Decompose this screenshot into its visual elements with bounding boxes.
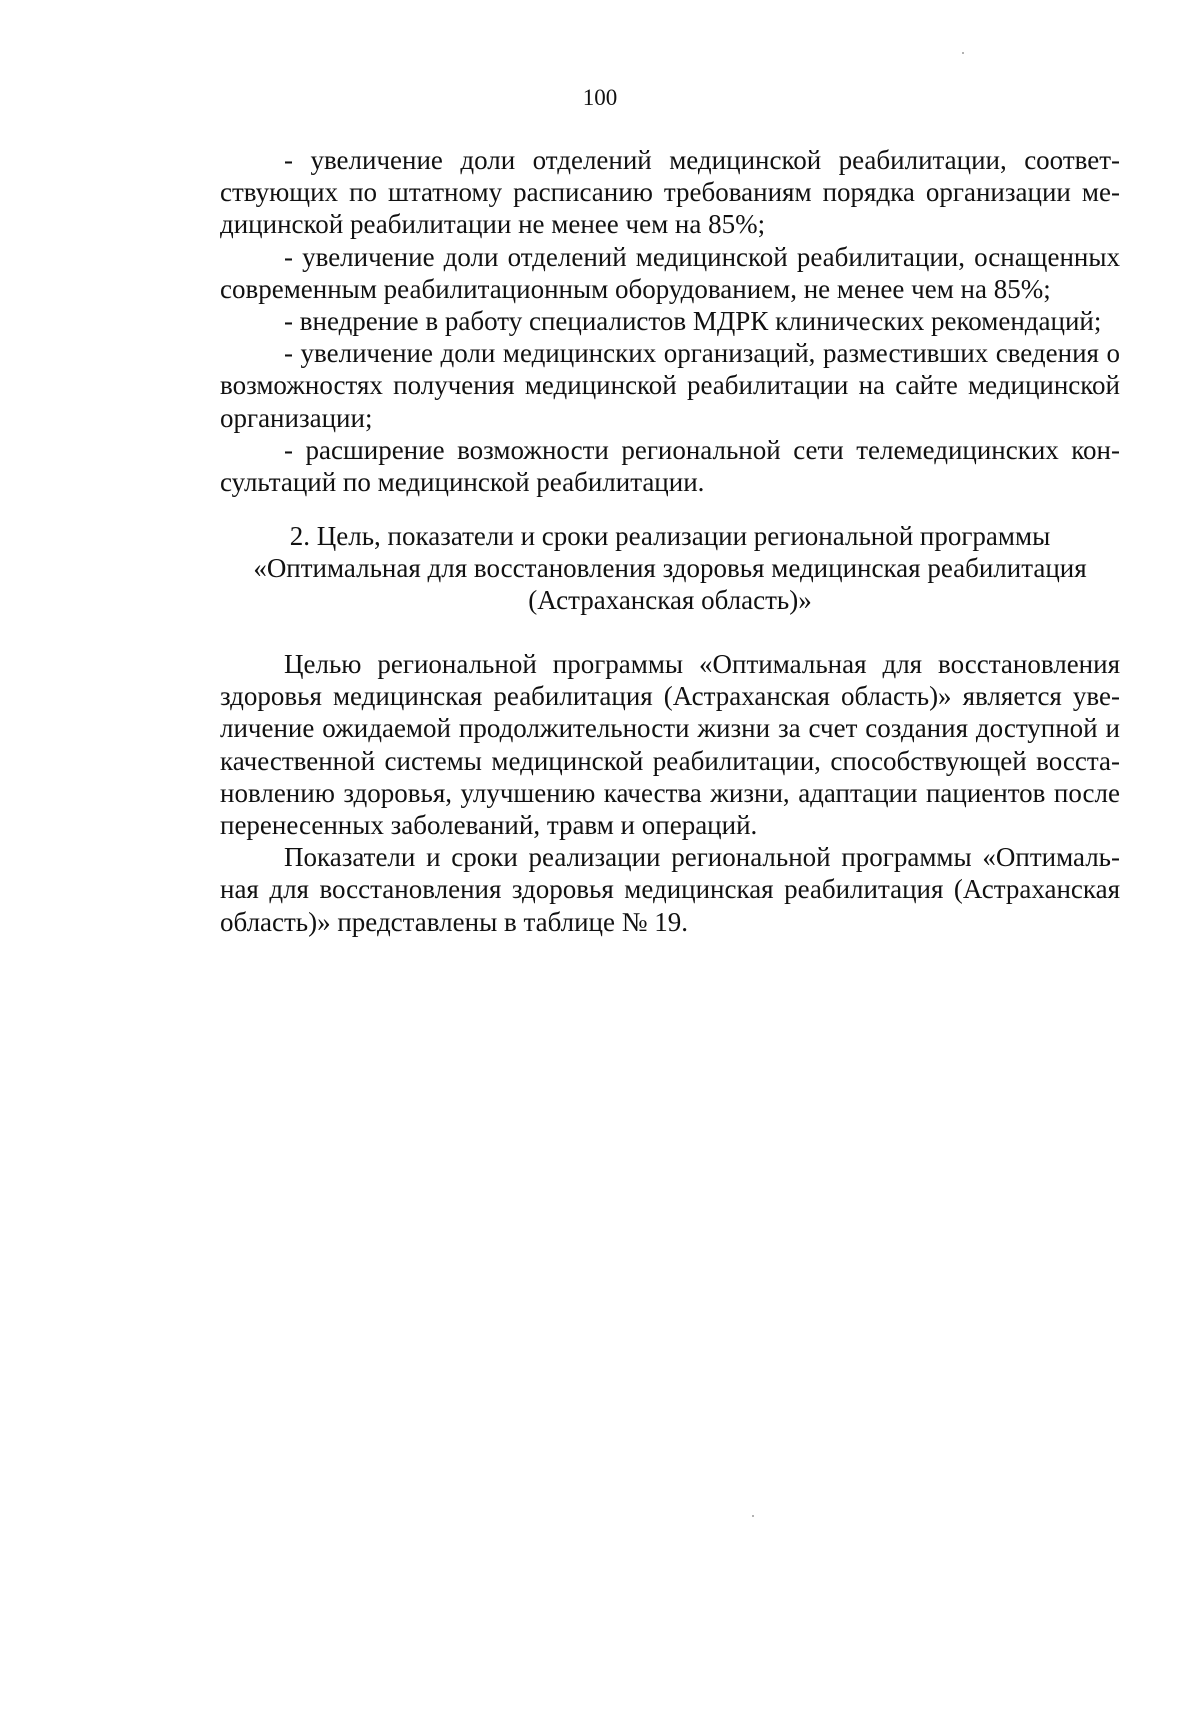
section-heading-line: (Астраханская область)»: [528, 585, 812, 616]
bullet-item: - увеличение доли отделений медицинской реабилитации, оснащенных современным реабилитационным оборудованием, не менее чем на 85%;: [220, 241, 1120, 304]
body-paragraph: Показатели и сроки реализации региональной программы «Оптимальная для восстановления здоровья медицинская реабилитация (Астраханская область)» представлены в таблице № 19.: [220, 842, 1120, 937]
bullet-list: [220, 144, 1120, 498]
body-text: [220, 648, 1120, 938]
bullet-item: - внедрение в работу специалистов МДРК клинических рекомендаций;: [284, 306, 1102, 337]
bullet-item: - увеличение доли отделений медицинской реабилитации, соответствующих по штатному расписанию требованиям порядка организации медицинской реабилитации не менее чем на 85%;: [220, 145, 1120, 240]
section-heading-line: «Оптимальная для восстановления здоровья медицинская реабилитация: [253, 553, 1087, 584]
scan-speck: [752, 1515, 754, 1517]
bullet-item: - увеличение доли медицинских организаций, разместивших сведения о возможностях получения медицинской реабилитации на сайте медицинской организации;: [220, 338, 1120, 433]
bullet-item: - расширение возможности региональной сети телемедицинских консультаций по медицинской реабилитации.: [220, 434, 1120, 498]
section-heading-line: 2. Цель, показатели и сроки реализации региональной программы: [289, 521, 1051, 551]
scan-speck: [962, 52, 964, 54]
body-paragraph: Целью региональной программы «Оптимальная для восстановления здоровья медицинская реабилитация (Астраханская область)» является увеличение ожидаемой продолжительности жизни за счет создания доступной и качественной системы медицинской реабилитации, способствующей восстановлению здоровья, улучшению качества жизни, адаптации пациентов после перенесенных заболеваний, травм и операций.: [220, 649, 1120, 841]
page-number: 100: [582, 85, 618, 110]
section-heading: [220, 520, 1120, 617]
